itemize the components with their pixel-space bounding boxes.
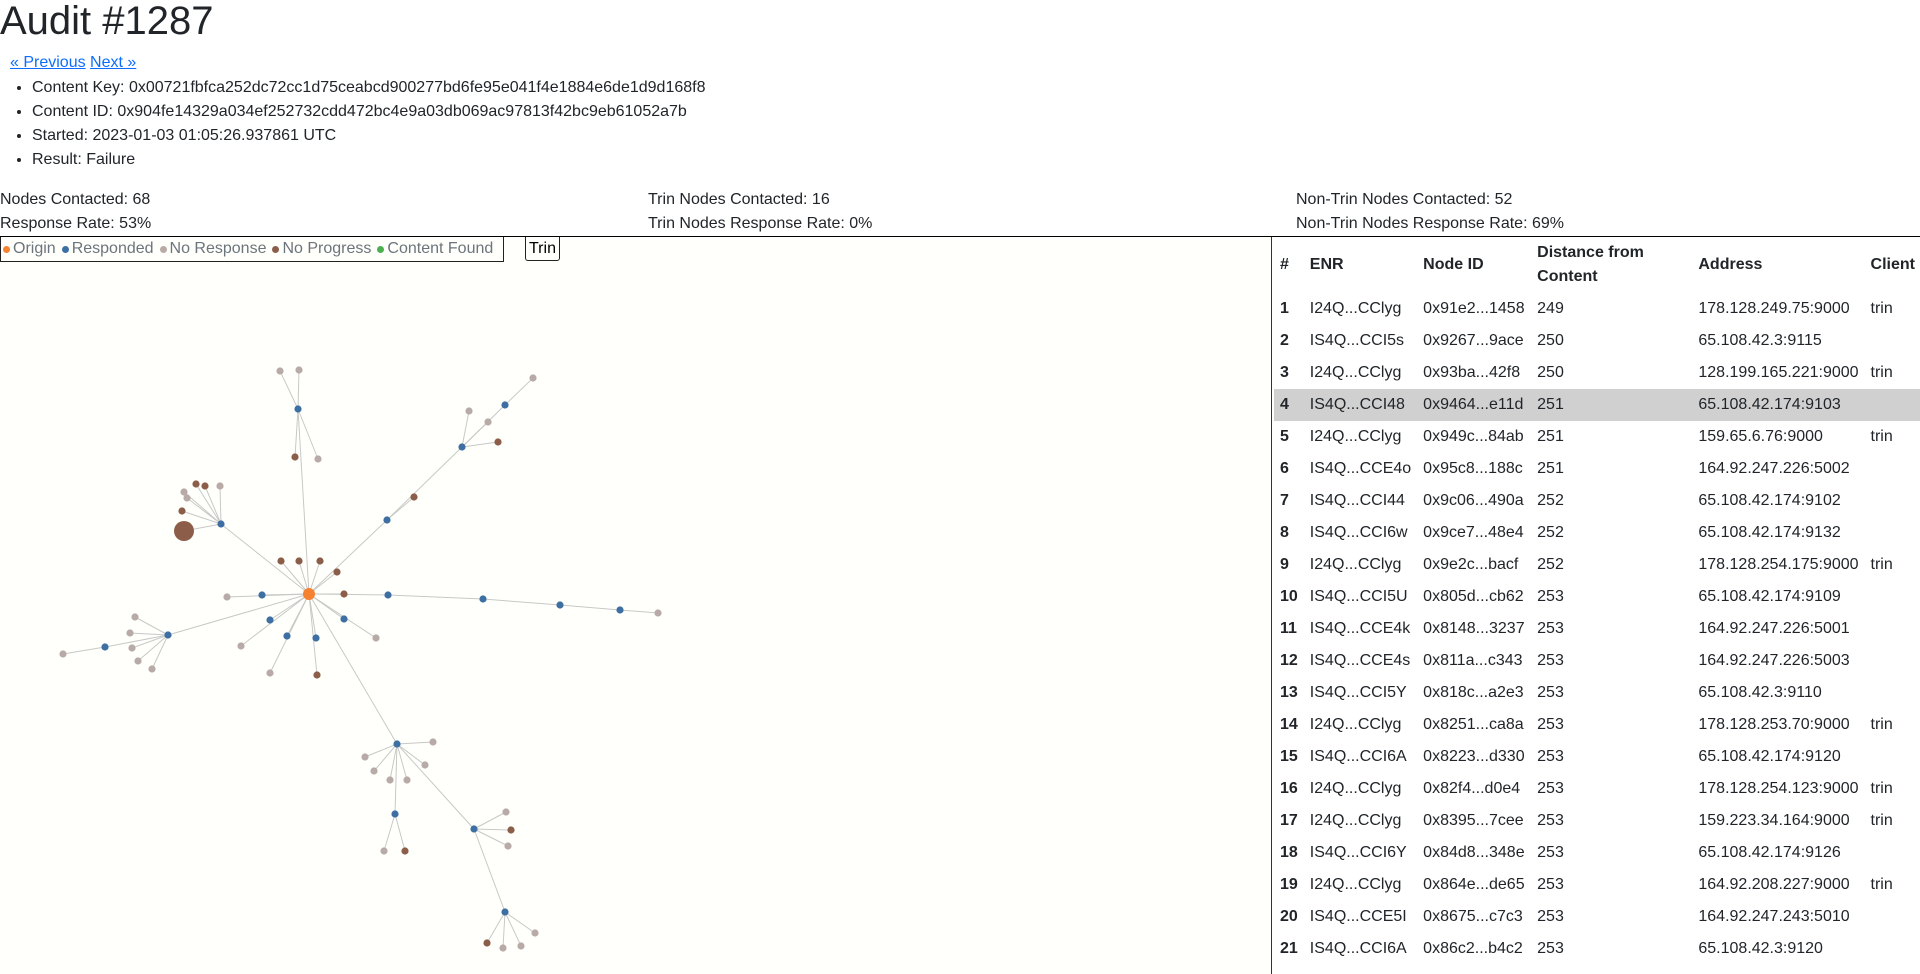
graph-node[interactable] <box>501 401 508 408</box>
table-row[interactable] <box>1274 325 1920 357</box>
cell-client <box>1865 325 1920 357</box>
cell-index: 1 <box>1280 300 1289 317</box>
graph-edge <box>462 442 498 447</box>
graph-node[interactable] <box>384 591 391 598</box>
cell-client: trin <box>1870 716 1893 733</box>
graph-edge <box>281 561 309 594</box>
cell-index: 18 <box>1280 844 1298 861</box>
cell-address: 65.108.42.3:9120 <box>1698 940 1823 957</box>
legend-no-progress: No Progress <box>272 237 371 261</box>
graph-edge <box>298 370 299 409</box>
cell-enr: IS4Q...CCI5U <box>1309 588 1408 605</box>
cell-distance: 253 <box>1537 620 1564 637</box>
network-graph[interactable] <box>0 237 1271 974</box>
graph-node[interactable] <box>313 671 320 678</box>
cell-address: 178.128.254.175:9000 <box>1698 556 1859 573</box>
graph-node[interactable] <box>421 761 428 768</box>
cell-node-id: 0x8251...ca8a <box>1423 716 1524 733</box>
cell-node-id: 0x9ce7...48e4 <box>1423 524 1524 541</box>
cell-node-id: 0x8223...d330 <box>1423 748 1525 765</box>
graph-edge <box>270 594 309 620</box>
graph-node[interactable] <box>529 374 536 381</box>
graph-node[interactable] <box>295 557 302 564</box>
cell-enr: I24Q...CClyg <box>1309 556 1402 573</box>
cell-client <box>1865 677 1920 709</box>
cell-node-id: 0x864e...de65 <box>1423 876 1525 893</box>
cell-address: 65.108.42.174:9132 <box>1698 524 1841 541</box>
graph-node[interactable] <box>134 657 141 664</box>
cell-enr: IS4Q...CCI6w <box>1309 524 1408 541</box>
table-header-row <box>1274 237 1920 293</box>
cell-address: 128.199.165.221:9000 <box>1698 364 1859 381</box>
cell-node-id: 0x949c...84ab <box>1423 428 1524 445</box>
trin-nodes-contacted: Trin Nodes Contacted: 16 <box>648 191 830 208</box>
graph-edge <box>309 520 387 594</box>
graph-edge <box>397 742 433 744</box>
cell-address: 65.108.42.174:9109 <box>1698 588 1841 605</box>
graph-edge <box>63 647 105 654</box>
cell-distance: 250 <box>1537 364 1564 381</box>
graph-node[interactable] <box>410 493 417 500</box>
graph-edge <box>397 744 474 829</box>
cell-distance: 250 <box>1537 332 1564 349</box>
graph-node[interactable] <box>502 808 509 815</box>
cell-enr: I24Q...CClyg <box>1309 812 1402 829</box>
cell-client <box>1865 517 1920 549</box>
cell-distance: 253 <box>1537 588 1564 605</box>
cell-distance: 252 <box>1537 524 1564 541</box>
stats-all <box>0 188 151 236</box>
graph-node[interactable] <box>180 488 187 495</box>
cell-enr: IS4Q...CCI48 <box>1304 389 1417 421</box>
table-row[interactable] <box>1274 933 1920 965</box>
cell-distance: 252 <box>1537 556 1564 573</box>
graph-node[interactable] <box>164 631 171 638</box>
cell-address: 65.108.42.3:9115 <box>1698 332 1822 349</box>
cell-node-id: 0x91e2...1458 <box>1423 300 1525 317</box>
col-header-distance: Distance from Content <box>1537 244 1644 285</box>
graph-edge <box>474 829 505 912</box>
cell-distance: 249 <box>1537 300 1564 317</box>
cell-client <box>1865 389 1920 421</box>
table-row[interactable] <box>1274 709 1920 741</box>
graph-edge <box>138 635 168 661</box>
cell-enr: IS4Q...CCE5I <box>1309 908 1407 925</box>
col-header-address: Address <box>1698 256 1763 273</box>
graph-edge <box>280 371 298 409</box>
cell-index: 8 <box>1280 524 1289 541</box>
cell-distance: 253 <box>1537 748 1564 765</box>
col-header-node-id: Node ID <box>1423 256 1484 273</box>
graph-node[interactable] <box>429 738 436 745</box>
col-header-index: # <box>1280 256 1289 273</box>
graph-node[interactable] <box>370 767 377 774</box>
graph-node[interactable] <box>312 634 319 641</box>
graph-node[interactable] <box>531 929 538 936</box>
graph-edge <box>483 599 560 605</box>
stats-non-trin <box>1296 188 1564 236</box>
result: • Result: Failure <box>32 148 705 172</box>
cell-client <box>1865 837 1920 869</box>
cell-enr: IS4Q...CCI44 <box>1309 492 1405 509</box>
trin-filter-button[interactable]: Trin <box>525 237 560 261</box>
cell-index: 3 <box>1280 364 1289 381</box>
graph-node[interactable] <box>295 366 302 373</box>
graph-node[interactable] <box>148 665 155 672</box>
graph-node[interactable] <box>126 629 133 636</box>
cell-node-id: 0x9c06...490a <box>1423 492 1524 509</box>
no-response-dot-icon <box>160 246 167 253</box>
graph-edge <box>309 594 397 744</box>
graph-edge <box>298 409 309 594</box>
cell-address: 164.92.247.243:5010 <box>1698 908 1850 925</box>
col-header-client: Client <box>1870 256 1915 273</box>
graph-node[interactable] <box>380 847 387 854</box>
graph-edge <box>620 610 658 613</box>
graph-edge <box>196 484 221 524</box>
cell-enr: I24Q...CClyg <box>1309 876 1402 893</box>
cell-index: 10 <box>1280 588 1298 605</box>
graph-node[interactable] <box>499 944 506 951</box>
graph-node[interactable] <box>504 842 511 849</box>
graph-node[interactable] <box>470 825 477 832</box>
graph-node[interactable] <box>501 908 508 915</box>
graph-node[interactable] <box>386 776 393 783</box>
graph-node[interactable] <box>276 367 283 374</box>
cell-distance: 251 <box>1537 460 1564 477</box>
cell-node-id: 0x8675...c7c3 <box>1423 908 1523 925</box>
graph-node[interactable] <box>216 482 223 489</box>
graph-edge <box>220 486 221 524</box>
cell-index: 5 <box>1280 428 1289 445</box>
graph-node[interactable] <box>258 591 265 598</box>
graph-node[interactable] <box>128 644 135 651</box>
trin-response-rate: Trin Nodes Response Rate: 0% <box>648 215 873 232</box>
graph-node[interactable] <box>223 593 230 600</box>
cell-address: 164.92.247.226:5001 <box>1698 620 1850 637</box>
cell-client <box>1865 581 1920 613</box>
cell-client: trin <box>1870 428 1893 445</box>
graph-edge <box>365 744 397 757</box>
cell-address: 65.108.42.174:9102 <box>1698 492 1841 509</box>
cell-address: 159.223.34.164:9000 <box>1698 812 1850 829</box>
table-row[interactable] <box>1274 581 1920 613</box>
cell-enr: IS4Q...CCI6Y <box>1309 844 1407 861</box>
cell-index: 21 <box>1280 940 1298 957</box>
graph-node[interactable] <box>291 453 298 460</box>
origin-node[interactable] <box>303 588 315 600</box>
cell-index: 15 <box>1280 748 1298 765</box>
cell-node-id: 0x93ba...42f8 <box>1423 364 1521 381</box>
graph-node[interactable] <box>237 642 244 649</box>
table-row[interactable] <box>1274 645 1920 677</box>
table-row[interactable] <box>1274 901 1920 933</box>
cell-index: 14 <box>1280 716 1298 733</box>
cell-enr: IS4Q...CCE4s <box>1309 652 1411 669</box>
table-row[interactable] <box>1274 389 1920 421</box>
col-header-enr: ENR <box>1309 256 1344 273</box>
graph-node[interactable] <box>517 942 524 949</box>
cell-node-id: 0x9267...9ace <box>1423 332 1524 349</box>
table-row[interactable] <box>1274 805 1920 837</box>
responded-dot-icon <box>62 246 69 253</box>
graph-node[interactable] <box>101 643 108 650</box>
graph-edge <box>221 524 309 594</box>
content-id: • Content ID: 0x904fe14329a034ef252732cdd472bc4e9a03db069ac97813f42bc9eb61052a7b <box>32 100 705 124</box>
graph-edge <box>168 594 309 635</box>
graph-edge <box>241 594 309 646</box>
next-link[interactable]: Next » <box>90 54 137 71</box>
graph-edge <box>560 605 620 610</box>
cell-distance: 253 <box>1537 876 1564 893</box>
graph-node[interactable] <box>316 557 323 564</box>
cell-distance: 253 <box>1537 940 1564 957</box>
cell-client <box>1865 933 1920 965</box>
table-row[interactable] <box>1274 293 1920 325</box>
cell-enr: I24Q...CClyg <box>1309 364 1402 381</box>
cell-client: trin <box>1870 812 1893 829</box>
cell-index: 6 <box>1280 460 1289 477</box>
graph-node[interactable] <box>361 753 368 760</box>
table-row[interactable] <box>1274 549 1920 581</box>
origin-dot-icon <box>3 246 10 253</box>
graph-edge <box>505 378 533 405</box>
cell-distance: 251 <box>1537 428 1564 445</box>
cell-index: 7 <box>1280 492 1289 509</box>
cell-address: 65.108.42.174:9126 <box>1698 844 1841 861</box>
graph-node[interactable] <box>217 520 224 527</box>
graph-node[interactable] <box>383 516 390 523</box>
nodes-contacted: Nodes Contacted: 68 <box>0 191 151 208</box>
cell-node-id: 0x95c8...188c <box>1423 460 1523 477</box>
graph-node[interactable] <box>201 482 208 489</box>
cell-node-id: 0x84d8...348e <box>1423 844 1525 861</box>
content-key: • Content Key: 0x00721fbfca252dc72cc1d75ceabcd900277bd6fe95e041f4e1884e6de1d9d168f8 <box>32 76 705 100</box>
cell-index: 9 <box>1280 556 1289 573</box>
non-trin-response-rate: Non-Trin Nodes Response Rate: 69% <box>1296 215 1564 232</box>
graph-node[interactable] <box>333 568 340 575</box>
started-time: • Started: 2023-01-03 01:05:26.937861 UTC <box>32 124 705 148</box>
cell-enr: I24Q...CClyg <box>1309 780 1402 797</box>
table-row[interactable] <box>1274 837 1920 869</box>
cell-index: 13 <box>1280 684 1298 701</box>
cell-enr: I24Q...CClyg <box>1309 300 1402 317</box>
graph-edge <box>395 814 405 851</box>
cell-distance: 253 <box>1537 812 1564 829</box>
cell-node-id: 0x818c...a2e3 <box>1423 684 1524 701</box>
table-row[interactable] <box>1274 677 1920 709</box>
cell-client: trin <box>1870 556 1893 573</box>
graph-node[interactable] <box>174 521 194 541</box>
nodes-table <box>1274 237 1920 965</box>
table-row[interactable] <box>1274 357 1920 389</box>
table-row[interactable] <box>1274 773 1920 805</box>
cell-enr: IS4Q...CCE4o <box>1309 460 1412 477</box>
content-found-dot-icon <box>377 246 384 253</box>
cell-index: 12 <box>1280 652 1298 669</box>
cell-client: trin <box>1870 876 1893 893</box>
graph-edge <box>487 912 505 943</box>
graph-node[interactable] <box>465 407 472 414</box>
cell-index: 16 <box>1280 780 1298 797</box>
non-trin-nodes-contacted: Non-Trin Nodes Contacted: 52 <box>1296 191 1513 208</box>
graph-node[interactable] <box>556 601 563 608</box>
cell-node-id: 0x8148...3237 <box>1423 620 1525 637</box>
graph-edge <box>295 409 298 457</box>
cell-node-id: 0x8395...7cee <box>1423 812 1524 829</box>
graph-legend <box>0 237 504 262</box>
graph-node[interactable] <box>59 650 66 657</box>
graph-node[interactable] <box>401 847 408 854</box>
cell-node-id: 0x811a...c343 <box>1423 652 1523 669</box>
cell-client: trin <box>1870 364 1893 381</box>
cell-client <box>1865 453 1920 485</box>
cell-node-id: 0x9464...e11d <box>1417 389 1531 421</box>
cell-index: 2 <box>1280 332 1289 349</box>
table-row[interactable] <box>1274 453 1920 485</box>
graph-edge <box>474 829 511 830</box>
cell-index: 19 <box>1280 876 1298 893</box>
cell-address: 178.128.249.75:9000 <box>1698 300 1850 317</box>
graph-node[interactable] <box>283 632 290 639</box>
cell-client <box>1865 485 1920 517</box>
legend-responded: Responded <box>62 237 154 261</box>
table-row[interactable] <box>1274 485 1920 517</box>
graph-node[interactable] <box>192 480 199 487</box>
cell-client <box>1865 741 1920 773</box>
cell-address: 159.65.6.76:9000 <box>1698 428 1823 445</box>
cell-node-id: 0x9e2c...bacf <box>1423 556 1519 573</box>
cell-index: 4 <box>1274 389 1304 421</box>
graph-node[interactable] <box>266 616 273 623</box>
cell-enr: IS4Q...CCI6A <box>1309 940 1407 957</box>
previous-link[interactable]: « Previous <box>10 54 86 71</box>
cell-client <box>1865 613 1920 645</box>
graph-edge <box>397 744 425 765</box>
graph-node[interactable] <box>340 590 347 597</box>
pager <box>10 54 136 72</box>
graph-node[interactable] <box>266 669 273 676</box>
graph-node[interactable] <box>483 939 490 946</box>
graph-node[interactable] <box>654 609 661 616</box>
graph-node[interactable] <box>616 606 623 613</box>
cell-address: 178.128.253.70:9000 <box>1698 716 1850 733</box>
cell-address: 164.92.208.227:9000 <box>1698 876 1850 893</box>
legend-no-response: No Response <box>160 237 267 261</box>
cell-enr: I24Q...CClyg <box>1309 716 1402 733</box>
cell-index: 20 <box>1280 908 1298 925</box>
table-row[interactable] <box>1274 613 1920 645</box>
graph-node[interactable] <box>458 443 465 450</box>
nodes-table-panel[interactable] <box>1271 237 1920 974</box>
graph-node[interactable] <box>294 405 301 412</box>
cell-distance: 253 <box>1537 908 1564 925</box>
cell-enr: IS4Q...CCI5Y <box>1309 684 1407 701</box>
graph-edge <box>262 594 309 595</box>
cell-distance: 253 <box>1537 844 1564 861</box>
graph-node[interactable] <box>484 418 491 425</box>
graph-node[interactable] <box>393 740 400 747</box>
graph-edge <box>130 633 168 635</box>
cell-address: 164.92.247.226:5002 <box>1698 460 1850 477</box>
cell-enr: IS4Q...CCI5s <box>1309 332 1405 349</box>
graph-edge <box>388 595 483 599</box>
cell-node-id: 0x86c2...b4c2 <box>1423 940 1523 957</box>
cell-address: 65.108.42.174:9120 <box>1698 748 1841 765</box>
cell-address: 164.92.247.226:5003 <box>1698 652 1850 669</box>
graph-node[interactable] <box>277 557 284 564</box>
legend-origin: Origin <box>3 237 56 261</box>
cell-address: 65.108.42.3:9110 <box>1698 684 1822 701</box>
graph-node[interactable] <box>314 455 321 462</box>
cell-distance: 253 <box>1537 652 1564 669</box>
cell-index: 17 <box>1280 812 1298 829</box>
graph-node[interactable] <box>178 507 185 514</box>
legend-content-found: Content Found <box>377 237 493 261</box>
cell-distance: 253 <box>1537 716 1564 733</box>
cell-address: 178.128.254.123:9000 <box>1698 780 1859 797</box>
cell-node-id: 0x805d...cb62 <box>1423 588 1524 605</box>
cell-enr: I24Q...CClyg <box>1309 428 1402 445</box>
graph-edge <box>503 912 505 948</box>
graph-node[interactable] <box>131 613 138 620</box>
table-row[interactable] <box>1274 741 1920 773</box>
cell-client: trin <box>1870 780 1893 797</box>
cell-distance: 253 <box>1537 780 1564 797</box>
cell-client <box>1865 645 1920 677</box>
graph-edge <box>384 814 395 851</box>
cell-client <box>1865 901 1920 933</box>
cell-address: 65.108.42.174:9103 <box>1692 389 1864 421</box>
cell-enr: IS4Q...CCI6A <box>1309 748 1407 765</box>
no-progress-dot-icon <box>272 246 279 253</box>
cell-distance: 251 <box>1531 389 1692 421</box>
cell-client: trin <box>1870 300 1893 317</box>
graph-node[interactable] <box>372 634 379 641</box>
graph-node[interactable] <box>479 595 486 602</box>
cell-distance: 253 <box>1537 684 1564 701</box>
cell-node-id: 0x82f4...d0e4 <box>1423 780 1521 797</box>
graph-node[interactable] <box>340 615 347 622</box>
response-rate: Response Rate: 53% <box>0 215 152 232</box>
graph-node[interactable] <box>507 826 514 833</box>
stats-trin <box>648 188 872 236</box>
graph-edge <box>105 635 168 647</box>
graph-node[interactable] <box>494 438 501 445</box>
cell-distance: 252 <box>1537 492 1564 509</box>
table-row[interactable] <box>1274 869 1920 901</box>
graph-edge <box>309 594 388 595</box>
graph-edge <box>474 812 506 829</box>
cell-enr: IS4Q...CCE4k <box>1309 620 1411 637</box>
cell-index: 11 <box>1280 620 1297 637</box>
audit-info-list <box>0 76 705 172</box>
page-title: Audit #1287 <box>0 0 214 43</box>
table-row[interactable] <box>1274 517 1920 549</box>
graph-edge <box>374 744 397 771</box>
graph-node[interactable] <box>391 810 398 817</box>
graph-edge <box>387 447 462 520</box>
graph-edge <box>135 617 168 635</box>
table-row[interactable] <box>1274 421 1920 453</box>
graph-node[interactable] <box>403 776 410 783</box>
